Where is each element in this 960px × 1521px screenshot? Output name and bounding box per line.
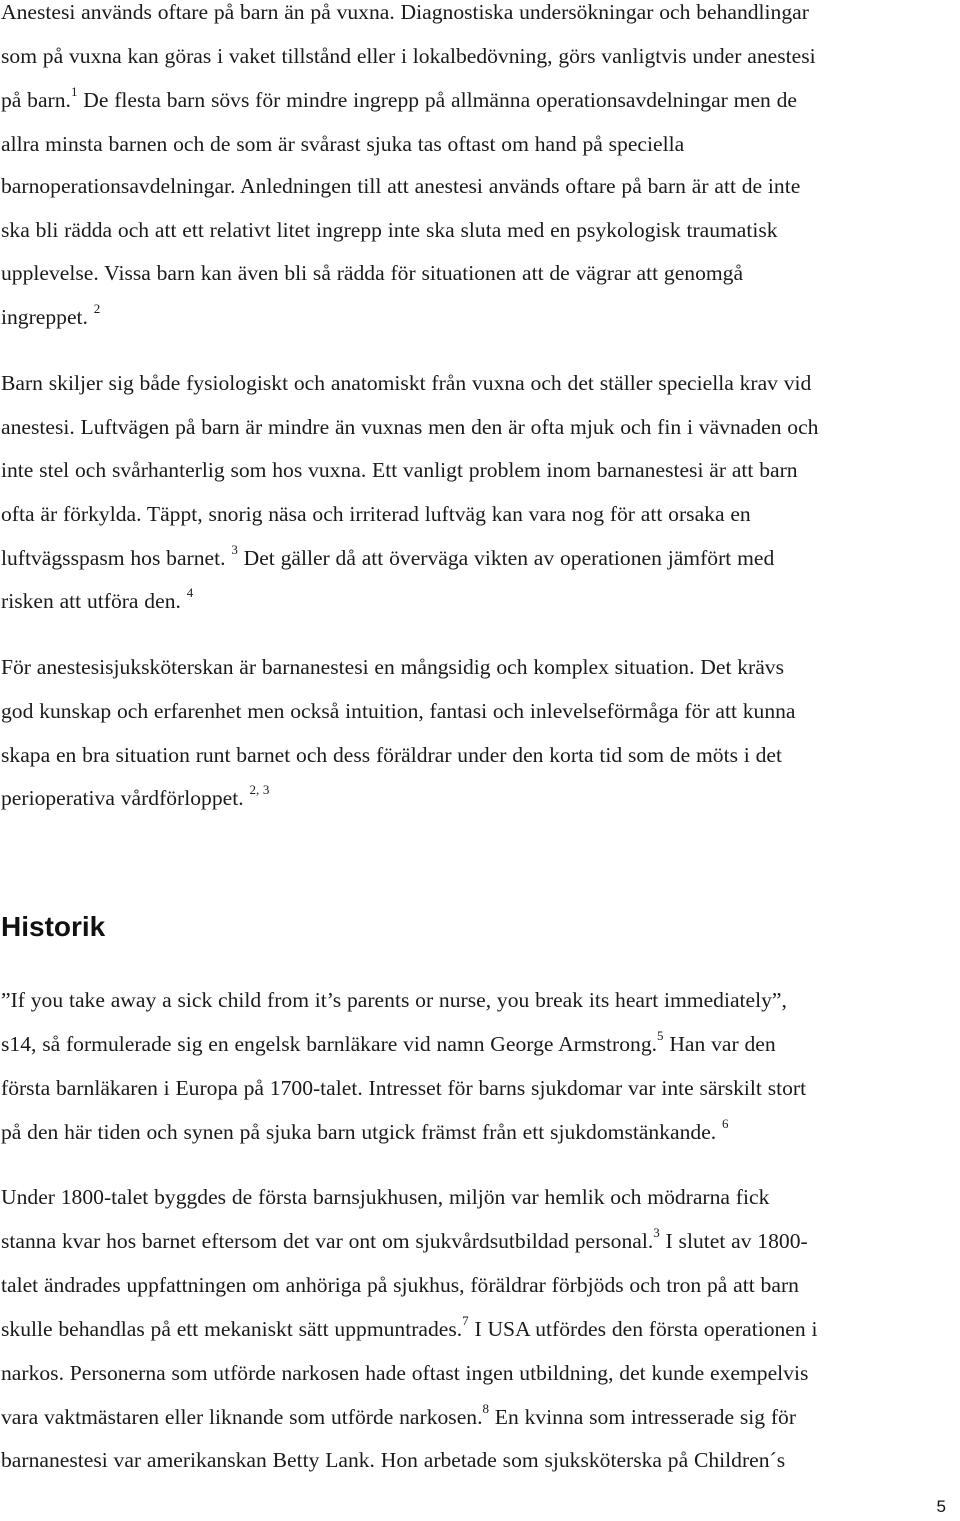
footnote-ref: 2, 3 — [249, 782, 270, 797]
text-span: Han var den — [663, 1032, 776, 1056]
paragraph-line: För anestesisjuksköterskan är barnanestesi en mångsidig och komplex situation. Det krävs — [1, 655, 785, 679]
paragraph-line: första barnläkaren i Europa på 1700-talet. Intresset för barns sjukdomar var inte särskilt stort — [1, 1076, 807, 1100]
section-heading: Historik — [1, 911, 106, 942]
paragraph-line: barnanestesi var amerikanskan Betty Lank. Hon arbetade som sjuksköterska på Children´s — [1, 1448, 786, 1472]
paragraph-line: Under 1800-talet byggdes de första barnsjukhusen, miljön var hemlik och mödrarna fick — [1, 1185, 770, 1209]
paragraph-line: narkos. Personerna som utförde narkosen hade oftast ingen utbildning, det kunde exempelvis — [1, 1361, 809, 1385]
paragraph-line — [1, 1028, 776, 1056]
text-span: s14, så formulerade sig en engelsk barnläkare vid namn George Armstrong. — [1, 1032, 658, 1056]
footnote-ref: 2 — [93, 301, 101, 316]
paragraph-line: god kunskap och erfarenhet men också intuition, fantasi och inlevelseförmåga för att kunna — [1, 699, 796, 723]
footnote-ref: 8 — [482, 1401, 489, 1416]
footnote-ref: 1 — [70, 84, 78, 99]
paragraph-line: Barn skiljer sig både fysiologiskt och anatomiskt från vuxna och det ställer speciella krav vid — [1, 371, 812, 395]
text-span: skulle behandlas på ett mekaniskt sätt uppmuntrades. — [1, 1317, 463, 1341]
text-span: på barn. — [1, 88, 71, 112]
paragraph-line: barnoperationsavdelningar. Anledningen till att anestesi används oftare på barn är att de inte — [1, 174, 801, 198]
paragraph-line — [1, 542, 775, 570]
footnote-ref: 3 — [231, 542, 238, 557]
paragraph-line: ofta är förkylda. Täppt, snorig näsa och irriterad luftväg kan vara nog för att orsaka en — [1, 502, 751, 526]
text-span: I slutet av 1800- — [659, 1229, 808, 1253]
paragraph-line — [1, 84, 798, 112]
paragraph-line — [1, 585, 194, 613]
paragraph-line — [1, 1116, 729, 1144]
footnote-ref: 4 — [186, 585, 194, 600]
paragraph-line: allra minsta barnen och de som är svårast sjuka tas oftast om hand på speciella — [1, 132, 685, 156]
text-span: stanna kvar hos barnet eftersom det var ont om sjukvårdsutbildad personal. — [1, 1229, 654, 1253]
paragraph-line: anestesi. Luftvägen på barn är mindre än vuxnas men den är ofta mjuk och fin i vävnaden och — [1, 415, 819, 439]
paragraph-line: inte stel och svårhanterlig som hos vuxna. Ett vanligt problem inom barnanestesi är att barn — [1, 458, 798, 482]
text-span: risken att utföra den. — [1, 589, 181, 613]
paragraph-line: skapa en bra situation runt barnet och dess föräldrar under den korta tid som de möts i det — [1, 743, 782, 767]
paragraph-line — [1, 1225, 808, 1253]
text-span: luftvägsspasm hos barnet. — [1, 546, 226, 570]
footnote-ref: 7 — [462, 1313, 469, 1328]
text-span: på den här tiden och synen på sjuka barn utgick främst från ett sjukdomstänkande. — [1, 1120, 717, 1144]
paragraph-line — [1, 782, 270, 810]
text-span: vara vaktmästaren eller liknande som utförde narkosen. — [1, 1405, 483, 1429]
paragraph-line: talet ändrades uppfattningen om anhöriga på sjukhus, föräldrar förbjöds och tron på att barn — [1, 1273, 799, 1297]
text-span: perioperativa vårdförloppet. — [1, 786, 244, 810]
text-span: Det gäller då att överväga vikten av operationen jämfört med — [237, 546, 775, 570]
footnote-ref: 3 — [653, 1225, 660, 1240]
paragraph-line: ”If you take away a sick child from it’s parents or nurse, you break its heart immediately”, — [1, 988, 787, 1012]
text-span: De flesta barn sövs för mindre ingrepp på allmänna operationsavdelningar men de — [77, 88, 798, 112]
paragraph-line — [1, 1313, 818, 1341]
text-span: En kvinna som intresserade sig för — [488, 1405, 797, 1429]
text-span: ingreppet. — [1, 305, 88, 329]
page-number: 5 — [936, 1497, 946, 1516]
paragraph-line: ska bli rädda och att ett relativt litet ingrepp inte ska sluta med en psykologisk traumatisk — [1, 218, 778, 242]
paragraph-line: Anestesi används oftare på barn än på vuxna. Diagnostiska undersökningar och behandlingar — [1, 0, 809, 24]
footnote-ref: 5 — [657, 1028, 664, 1043]
paragraph-line: upplevelse. Vissa barn kan även bli så rädda för situationen att de vägrar att genomgå — [1, 261, 744, 285]
paragraph-line: som på vuxna kan göras i vaket tillstånd eller i lokalbedövning, görs vanligtvis under anestesi — [1, 44, 816, 68]
footnote-ref: 6 — [722, 1116, 729, 1131]
paragraph-line — [1, 301, 101, 329]
paragraph-line — [1, 1401, 797, 1429]
text-span: I USA utfördes den första operationen i — [468, 1317, 818, 1341]
